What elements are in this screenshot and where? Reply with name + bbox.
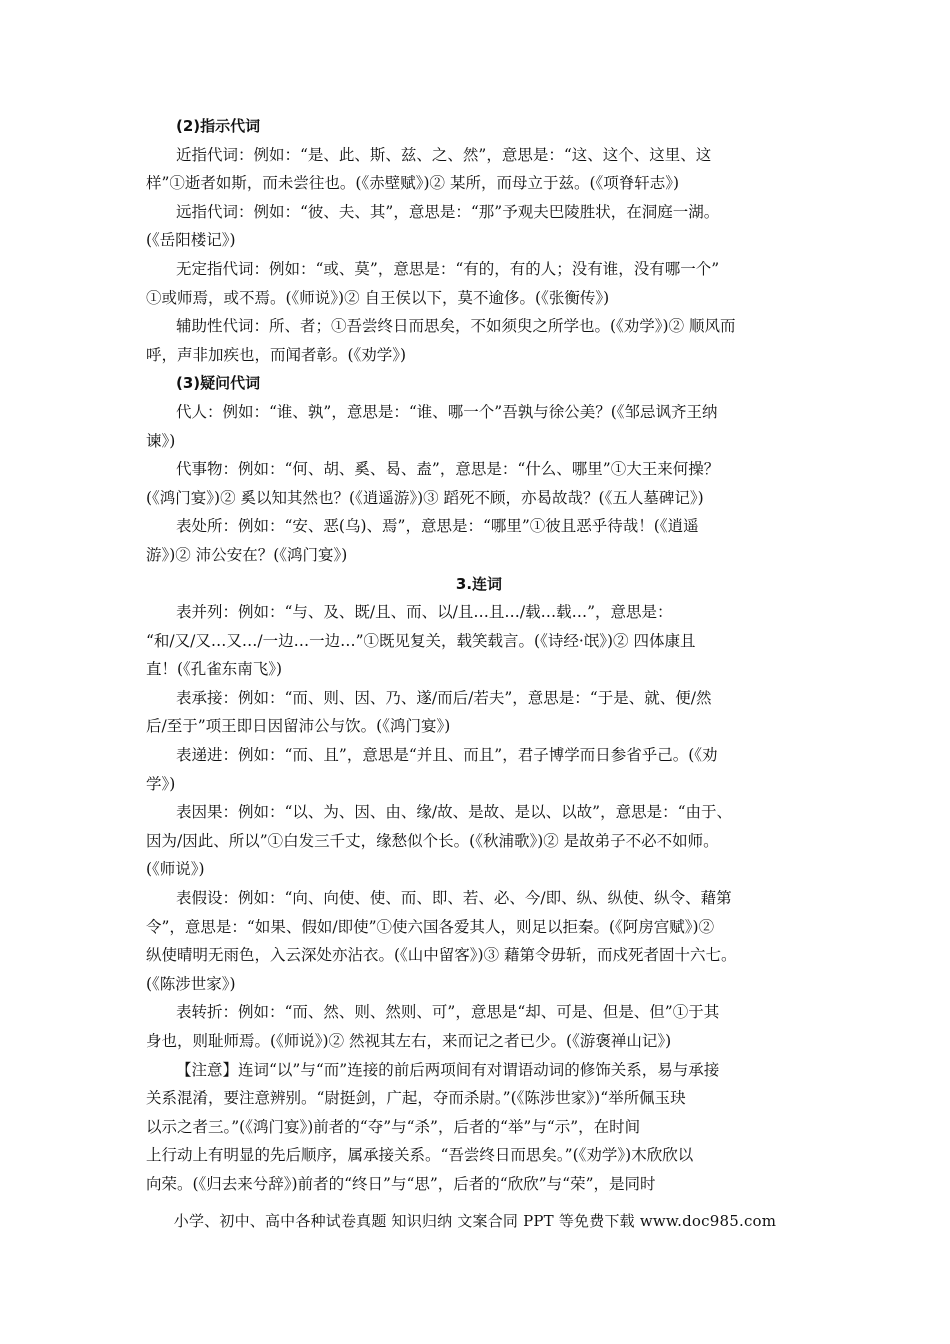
text-line: 代人：例如：“谁、孰”，意思是：“谁、哪一个”吾孰与徐公美？(《邹忌讽齐王纳 [176, 402, 718, 421]
text-line: 无定指代词：例如：“或、莫”，意思是：“有的，有的人；没有谁，没有哪一个” [176, 259, 720, 278]
section-heading: 3.连词 [455, 574, 503, 593]
text-line: 令”，意思是：“如果、假如/即使”①使六国各爱其人，则足以拒秦。(《阿房宫赋》)② [146, 917, 715, 936]
text-line: 表处所：例如：“安、恶(乌)、焉”，意思是：“哪里”①彼且恶乎待哉！(《逍遥 [176, 517, 699, 536]
text-line: (《岳阳楼记》) [146, 231, 236, 250]
text-line: 表并列：例如：“与、及、既/且、而、以/且…且…/载…载…”，意思是： [176, 603, 673, 622]
text-line: 近指代词：例如：“是、此、斯、兹、之、然”，意思是：“这、这个、这里、这 [176, 145, 712, 164]
text-line: (《鸿门宴》)② 奚以知其然也？(《逍遥游》)③ 蹈死不顾，亦曷故哉？(《五人墓碑记》) [146, 488, 704, 507]
text-line: 呼，声非加疾也，而闻者彰。(《劝学》) [146, 345, 407, 364]
section-heading: (3)疑问代词 [176, 374, 261, 393]
section-heading: (2)指示代词 [176, 117, 261, 135]
text-line: 样”①逝者如斯，而未尝往也。(《赤壁赋》)② 某所，而母立于兹。(《项脊轩志》) [146, 174, 680, 193]
text-line: 纵使晴明无雨色，入云深处亦沾衣。(《山中留客》)③ 藉第令毋斩，而戍死者固十六七。 [146, 946, 737, 965]
text-line: 向荣。(《归去来兮辞》)前者的“终日”与“思”，后者的“欣欣”与“荣”，是同时 [146, 1174, 656, 1193]
page-footer: 小学、初中、高中各种试卷真题 知识归纳 文案合同 PPT 等免费下载 www.doc985.com [173, 1212, 777, 1230]
text-line: (《师说》) [146, 860, 205, 879]
text-line: 表承接：例如：“而、则、因、乃、遂/而后/若夫”，意思是：“于是、就、便/然 [176, 688, 712, 707]
text-line: 远指代词：例如：“彼、夫、其”，意思是：“那”予观夫巴陵胜状，在洞庭一湖。 [176, 202, 720, 221]
text-line: 游》)② 沛公安在？(《鸿门宴》) [146, 545, 348, 564]
text-line: 代事物：例如：“何、胡、奚、曷、盍”，意思是：“什么、哪里”①大王来何操？ [176, 460, 720, 479]
text-line: 【注意】连词“以”与“而”连接的前后两项间有对谓语动词的修饰关系，易与承接 [176, 1060, 720, 1079]
text-line: 直！(《孔雀东南飞》) [146, 660, 283, 679]
text-line: 表转折：例如：“而、然、则、然则、可”，意思是“却、可是、但是、但”①于其 [176, 1003, 720, 1022]
text-line: 表因果：例如：“以、为、因、由、缘/故、是故、是以、以故”，意思是：“由于、 [176, 803, 732, 822]
text-line: 上行动上有明显的先后顺序，属承接关系。“吾尝终日而思矣。”(《劝学》)木欣欣以 [146, 1146, 694, 1165]
text-line: 表假设：例如：“向、向使、使、而、即、若、必、今/即、纵、纵使、纵令、藉第 [176, 889, 732, 908]
text-line: “和/又/又…又…/一边…一边…”①既见复关，载笑载言。(《诗经·氓》)② 四体康且 [146, 631, 696, 650]
text-line: 身也，则耻师焉。(《师说》)② 然视其左右，来而记之者已少。(《游褒禅山记》) [146, 1032, 672, 1050]
text-line: 谏》) [146, 431, 176, 450]
text-line: (《陈涉世家》) [146, 974, 236, 993]
text-line: ①或师焉，或不焉。(《师说》)② 自王侯以下，莫不逾侈。(《张衡传》) [146, 288, 610, 307]
text-line: 以示之者三。”(《鸿门宴》)前者的“夺”与“杀”，后者的“举”与“示”，在时间 [146, 1117, 641, 1136]
text-line: 辅助性代词：所、者；①吾尝终日而思矣，不如须臾之所学也。(《劝学》)② 顺风而 [176, 317, 736, 336]
text-line: 因为/因此、所以”①白发三千丈，缘愁似个长。(《秋浦歌》)② 是故弟子不必不如师。 [146, 831, 719, 850]
text-line: 关系混淆，要注意辨别。“尉挺剑，广起，夺而杀尉。”(《陈涉世家》)“举所佩玉玦 [146, 1089, 686, 1108]
text-line: 后/至于”项王即日因留沛公与饮。(《鸿门宴》) [146, 717, 451, 736]
document-body [146, 112, 812, 1199]
text-line: 学》) [146, 774, 176, 793]
text-line: 表递进：例如：“而、且”，意思是“并且、而且”，君子博学而日参省乎己。(《劝 [176, 746, 718, 765]
